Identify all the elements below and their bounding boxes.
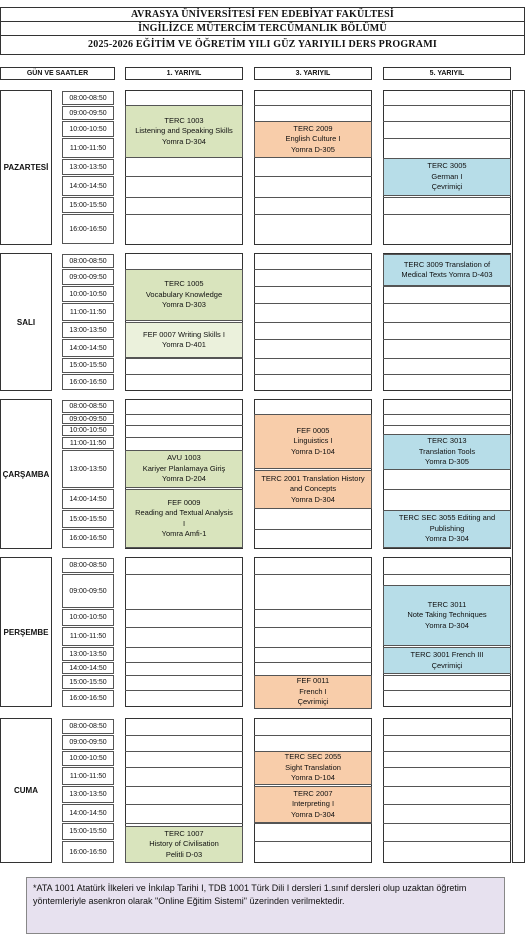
column-header-day-time: GÜN VE SAATLER	[0, 67, 115, 80]
slot-divider	[125, 690, 243, 691]
course-code: TERC SEC 2055	[284, 752, 342, 762]
time-slot: 15:00-15:50	[62, 675, 114, 689]
course-code: TERC 3013	[427, 436, 467, 446]
footnote-text: *ATA 1001 Atatürk İlkeleri ve İnkılap Tarihi I, TDB 1001 Türk Dili I dersleri 1.sınıf dersleri olup uzaktan öğretim yöntemleriyle asenkron olarak "Online Eğitim Sistemi" üzerinden verilmektedir.	[33, 883, 467, 906]
time-slot: 10:00-10:50	[62, 425, 114, 436]
course-title: TERC 3009 Translation of	[403, 259, 491, 269]
slot-divider	[383, 414, 511, 415]
course-code: TERC 1007	[164, 828, 204, 838]
course-title: French I	[299, 686, 327, 696]
time-slot: 16:00-16:50	[62, 529, 114, 548]
column-header-sem5: 5. YARIYIL	[383, 67, 511, 80]
slot-divider	[125, 662, 243, 663]
slot-divider	[125, 627, 243, 628]
slot-divider	[383, 339, 511, 340]
course-title: Listening and Speaking Skills	[135, 126, 233, 136]
course-title: FEF 0007 Writing Skills I	[143, 329, 225, 339]
course-room: Yomra D-304	[162, 136, 206, 146]
slot-divider	[125, 197, 243, 198]
course-block[interactable]	[254, 121, 372, 158]
slot-divider	[383, 303, 511, 304]
time-slot: 15:00-15:50	[62, 358, 114, 373]
slot-divider	[383, 322, 511, 323]
slot-divider	[254, 529, 372, 530]
day-label: PAZARTESİ	[0, 90, 52, 245]
slot-divider	[254, 735, 372, 736]
course-block[interactable]	[383, 510, 511, 548]
slot-divider	[383, 489, 511, 490]
slot-divider	[383, 121, 511, 122]
slot-divider	[254, 823, 372, 824]
slot-divider	[125, 437, 243, 438]
course-room: Yomra D-401	[162, 340, 206, 349]
slot-divider	[125, 214, 243, 215]
slot-divider	[125, 647, 243, 648]
slot-divider	[125, 574, 243, 575]
time-slot: 10:00-10:50	[62, 121, 114, 137]
course-title: Interpreting I	[291, 799, 335, 809]
slot-divider	[125, 414, 243, 415]
day-label: CUMA	[0, 718, 52, 863]
course-room: Çevrimiçi	[431, 182, 463, 192]
time-slot: 11:00-11:50	[62, 138, 114, 158]
course-block[interactable]	[254, 786, 372, 823]
time-slot: 09:00-09:50	[62, 269, 114, 285]
slot-divider	[383, 358, 511, 359]
slot-divider	[383, 574, 511, 575]
footnote-box	[26, 877, 505, 934]
sem1-day-block	[125, 557, 243, 707]
slot-divider	[125, 176, 243, 177]
slot-divider	[383, 751, 511, 752]
slot-divider	[383, 786, 511, 787]
time-slot: 08:00-08:50	[62, 558, 114, 573]
time-slot: 13:00-13:50	[62, 322, 114, 338]
course-title: Reading and Textual Analysis	[135, 508, 233, 517]
program-title: 2025-2026 EĞİTİM VE ÖĞRETİM YILI GÜZ YARIYILI DERS PROGRAMI	[0, 35, 525, 55]
time-slot: 10:00-10:50	[62, 609, 114, 626]
time-slot: 13:00-13:50	[62, 786, 114, 803]
slot-divider	[254, 627, 372, 628]
course-code: FEF 0011	[296, 676, 330, 686]
course-room: Yomra D-204	[162, 474, 206, 484]
sem3-day-block	[254, 90, 372, 245]
slot-divider	[383, 735, 511, 736]
slot-divider	[254, 303, 372, 304]
slot-divider	[254, 322, 372, 323]
course-room: Çevrimiçi	[297, 697, 329, 707]
course-block[interactable]	[125, 450, 243, 488]
course-block[interactable]	[254, 414, 372, 469]
slot-divider	[254, 662, 372, 663]
course-room: Pelitli D-03	[165, 849, 203, 859]
day-label: ÇARŞAMBA	[0, 399, 52, 549]
course-room: Yomra D-304	[291, 494, 335, 504]
slot-divider	[254, 609, 372, 610]
slot-divider	[125, 823, 243, 824]
time-slot: 09:00-09:50	[62, 574, 114, 608]
course-room: Yomra D-304	[425, 534, 469, 544]
slot-divider	[254, 374, 372, 375]
time-slot: 14:00-14:50	[62, 176, 114, 196]
course-code: TERC 3005	[427, 161, 467, 171]
course-title-cont: Publishing	[429, 523, 465, 533]
course-room: Yomra D-104	[291, 446, 335, 456]
course-code: AVU 1003	[167, 453, 201, 463]
slot-divider	[125, 425, 243, 426]
slot-divider	[125, 735, 243, 736]
slot-divider	[383, 823, 511, 824]
time-slot: 16:00-16:50	[62, 214, 114, 244]
time-slot: 13:00-13:50	[62, 159, 114, 175]
slot-divider	[125, 374, 243, 375]
course-room: Medical Texts Yomra D-403	[401, 270, 493, 279]
slot-divider	[383, 214, 511, 215]
time-slot: 08:00-08:50	[62, 91, 114, 105]
course-code: TERC 1005	[164, 279, 204, 289]
slot-divider	[254, 176, 372, 177]
time-slot: 15:00-15:50	[62, 510, 114, 528]
course-title: TERC 3001 French III	[410, 650, 484, 659]
course-block[interactable]	[254, 751, 372, 785]
column-header-sem1: 1. YARIYIL	[125, 67, 243, 80]
time-slot: 13:00-13:50	[62, 647, 114, 661]
course-block[interactable]	[254, 675, 372, 709]
slot-divider	[125, 804, 243, 805]
course-title: History of Civilisation	[149, 839, 219, 849]
time-slot: 15:00-15:50	[62, 197, 114, 213]
slot-divider	[254, 214, 372, 215]
time-slot: 10:00-10:50	[62, 751, 114, 766]
course-room: Yomra D-104	[291, 773, 335, 783]
day-label: PERŞEMBE	[0, 557, 52, 707]
slot-divider	[383, 425, 511, 426]
time-slot: 16:00-16:50	[62, 690, 114, 707]
course-title: German I	[431, 171, 463, 181]
course-room: Çevrimiçi	[431, 660, 463, 670]
time-slot: 14:00-14:50	[62, 339, 114, 357]
time-slot: 14:00-14:50	[62, 662, 114, 674]
slot-divider	[383, 841, 511, 842]
course-room: Yomra D-304	[425, 620, 469, 630]
slot-divider	[383, 804, 511, 805]
slot-divider	[254, 286, 372, 287]
course-block[interactable]	[125, 322, 243, 358]
slot-divider	[254, 358, 372, 359]
time-slot: 11:00-11:50	[62, 437, 114, 449]
time-slot: 11:00-11:50	[62, 767, 114, 785]
time-slot: 08:00-08:50	[62, 254, 114, 268]
course-room: Yomra Amfi-1	[161, 529, 207, 538]
course-title: TERC SEC 3055 Editing and	[398, 513, 496, 523]
slot-divider	[383, 105, 511, 106]
course-block[interactable]	[254, 470, 372, 509]
course-block[interactable]	[383, 254, 511, 286]
slot-divider	[254, 841, 372, 842]
course-title-cont: I	[182, 518, 186, 528]
time-slot: 15:00-15:50	[62, 823, 114, 840]
slot-divider	[125, 786, 243, 787]
time-slot: 13:00-13:50	[62, 450, 114, 488]
course-title: English Culture I	[285, 134, 341, 144]
time-slot: 10:00-10:50	[62, 286, 114, 302]
slot-divider	[254, 197, 372, 198]
course-title: Note Taking Techniques	[407, 610, 487, 620]
slot-divider	[125, 751, 243, 752]
slot-divider	[254, 269, 372, 270]
slot-divider	[125, 767, 243, 768]
course-title: Kariyer Planlamaya Giriş	[142, 463, 226, 473]
time-slot: 11:00-11:50	[62, 303, 114, 321]
course-block[interactable]	[383, 647, 511, 674]
time-slot: 16:00-16:50	[62, 374, 114, 390]
right-margin-column	[512, 90, 525, 863]
course-block[interactable]	[383, 158, 511, 196]
slot-divider	[125, 609, 243, 610]
time-slot: 16:00-16:50	[62, 841, 114, 863]
column-header-sem3: 3. YARIYIL	[254, 67, 372, 80]
course-code: TERC 2009	[293, 123, 333, 133]
course-block[interactable]	[125, 269, 243, 321]
slot-divider	[383, 767, 511, 768]
course-room: Yomra D-305	[425, 457, 469, 467]
course-block[interactable]	[125, 489, 243, 548]
course-block[interactable]	[125, 105, 243, 158]
course-block[interactable]	[383, 434, 511, 470]
course-room: Yomra D-305	[291, 144, 335, 154]
course-code: TERC 1003	[164, 115, 204, 125]
day-label: SALI	[0, 253, 52, 391]
course-room: Yomra D-303	[162, 300, 206, 310]
slot-divider	[383, 197, 511, 198]
slot-divider	[254, 105, 372, 106]
faculty-title: AVRASYA ÜNİVERSİTESİ FEN EDEBİYAT FAKÜLTESİ	[0, 7, 525, 21]
slot-divider	[383, 374, 511, 375]
course-title-cont: and Concepts	[289, 484, 337, 494]
course-code: TERC 3011	[427, 599, 467, 609]
course-room: Yomra D-304	[291, 809, 335, 819]
slot-divider	[383, 690, 511, 691]
slot-divider	[125, 675, 243, 676]
slot-divider	[383, 675, 511, 676]
time-slot: 08:00-08:50	[62, 719, 114, 734]
course-block[interactable]	[125, 826, 243, 863]
course-title: Translation Tools	[418, 446, 476, 456]
course-code: FEF 0005	[296, 425, 330, 435]
course-code: FEF 0009	[167, 497, 201, 507]
course-title: TERC 2001 Translation History	[261, 473, 365, 483]
slot-divider	[254, 574, 372, 575]
slot-divider	[254, 339, 372, 340]
time-slot: 09:00-09:50	[62, 735, 114, 750]
slot-divider	[254, 647, 372, 648]
course-title: Linguistics I	[293, 436, 333, 446]
course-code: TERC 2007	[293, 788, 333, 798]
department-title: İNGİLİZCE MÜTERCİM TERCÜMANLIK BÖLÜMÜ	[0, 21, 525, 35]
time-slot: 14:00-14:50	[62, 489, 114, 509]
time-slot: 09:00-09:50	[62, 414, 114, 424]
slot-divider	[383, 138, 511, 139]
course-title: Vocabulary Knowledge	[145, 289, 223, 299]
slot-divider	[125, 358, 243, 359]
time-slot: 11:00-11:50	[62, 627, 114, 646]
course-block[interactable]	[383, 585, 511, 646]
course-title: Sight Translation	[285, 762, 341, 772]
time-slot: 14:00-14:50	[62, 804, 114, 822]
time-slot: 09:00-09:50	[62, 106, 114, 120]
slot-divider	[383, 286, 511, 287]
time-slot: 08:00-08:50	[62, 400, 114, 413]
